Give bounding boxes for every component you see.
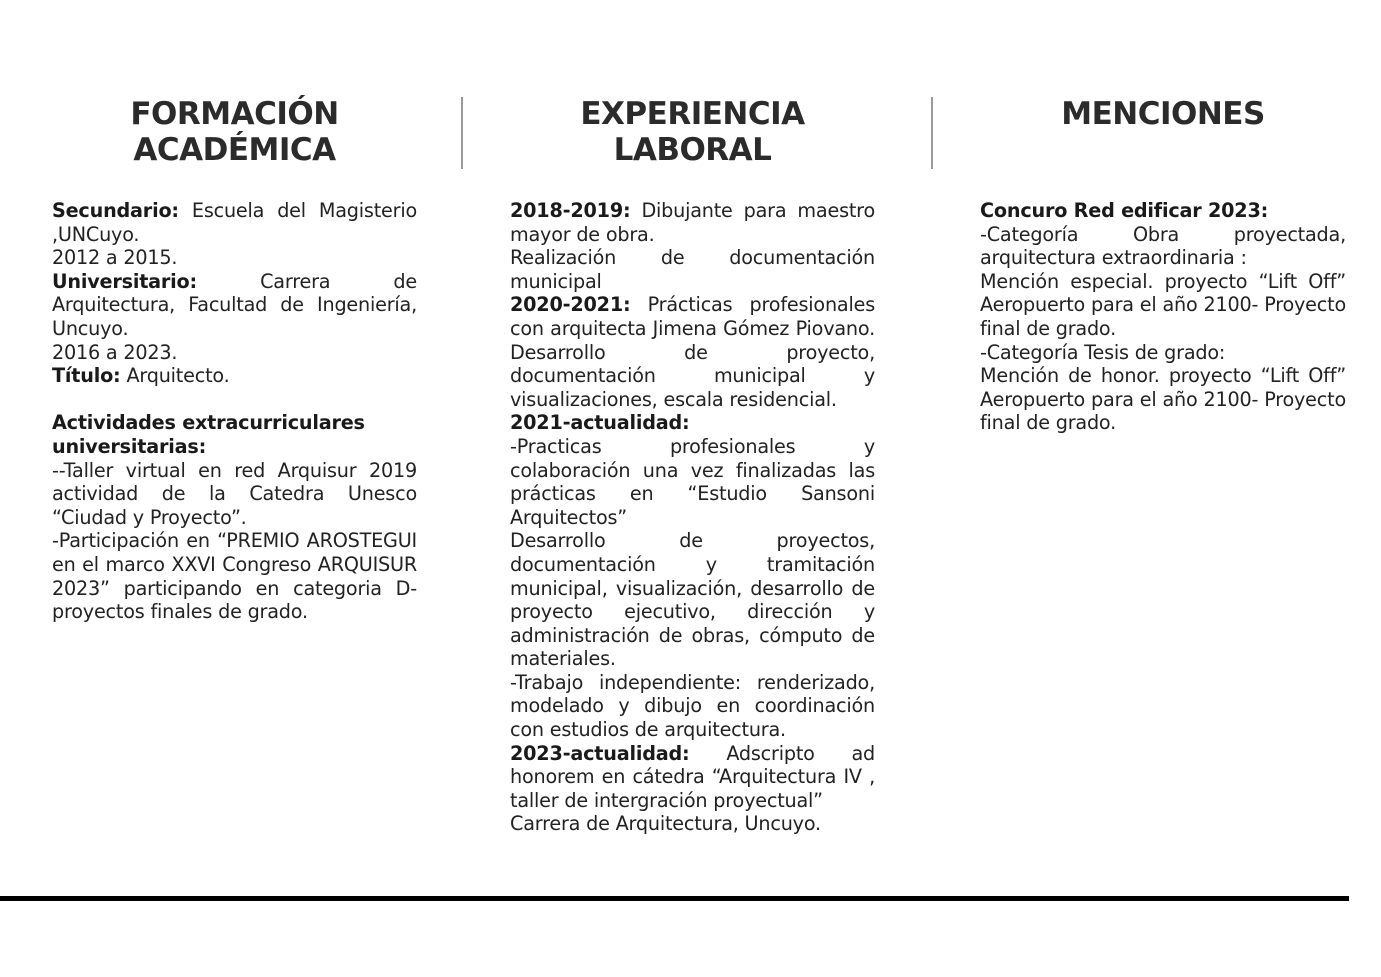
mencion-1: Mención especial. proyecto “Lift Off” Aeropuerto para el año 2100- Proyecto final de grado. <box>980 269 1346 340</box>
exp-entry-2021 <box>510 411 875 435</box>
secundario-text: Escuela del Magisterio ,UNCuyo. <box>52 199 417 246</box>
actividades-label <box>52 411 417 458</box>
titulo-entry <box>52 364 417 388</box>
actividades-label-text: Actividades extracurriculares universitarias: <box>52 411 365 458</box>
heading-experiencia-line1: EXPERIENCIA <box>580 96 805 132</box>
exp-2018-text2: Realización de documentación municipal <box>510 246 875 293</box>
concurso-label-text: Concuro Red edificar 2023: <box>980 199 1269 222</box>
spacer <box>52 388 417 412</box>
categoria-2: -Categoría Tesis de grado: <box>980 340 1226 364</box>
exp-entry-2018 <box>510 199 875 246</box>
secundario-entry <box>52 199 417 246</box>
exp-2023-text2: Carrera de Arquitectura, Uncuyo. <box>510 812 821 836</box>
exp-2018-label: 2018-2019: <box>510 199 631 222</box>
secundario-years: 2012 a 2015. <box>52 246 178 270</box>
column-formacion <box>52 199 417 624</box>
bottom-rule <box>0 896 1349 901</box>
heading-experiencia-laboral <box>510 96 875 168</box>
heading-experiencia-line2: LABORAL <box>613 132 772 168</box>
actividad-item-2: -Participación en “PREMIO AROSTEGUI en el marco XXVI Congreso ARQUISUR 2023” participando en categoria D-proyectos finales de grado. <box>52 529 417 624</box>
universitario-label: Universitario: <box>52 269 198 293</box>
secundario-label: Secundario: <box>52 199 179 222</box>
exp-2021-text3: -Trabajo independiente: renderizado, modelado y dibujo en coordinación con estudios de arquitectura. <box>510 670 875 742</box>
column-menciones <box>980 199 1346 435</box>
exp-2020-label: 2020-2021: <box>510 293 631 317</box>
universitario-text: Carrera de Arquitectura, Facultad de Ingeniería, Uncuyo. <box>52 269 417 340</box>
column-divider-right <box>931 97 933 169</box>
actividad-item-1: --Taller virtual en red Arquisur 2019 actividad de la Catedra Unesco “Ciudad y Proyecto”. <box>52 458 417 529</box>
exp-entry-2023 <box>510 742 875 813</box>
heading-menciones-line1: MENCIONES <box>1061 96 1265 132</box>
column-divider-left <box>461 97 463 169</box>
universitario-entry <box>52 270 417 341</box>
heading-formacion-line1: FORMACIÓN <box>130 96 339 132</box>
titulo-text: Arquitecto. <box>126 364 230 388</box>
exp-2021-text1: -Practicas profesionales y colaboración una vez finalizadas las prácticas en “Estudio Sansoni Arquitectos” <box>510 434 875 529</box>
exp-2023-label: 2023-actualidad: <box>510 741 690 765</box>
concurso-label <box>980 199 1346 223</box>
universitario-years: 2016 a 2023. <box>52 340 178 364</box>
exp-2020-text: Prácticas profesionales con arquitecta Jimena Gómez Piovano. Desarrollo de proyecto, documentación municipal y visualizaciones, escala residencial. <box>510 293 876 411</box>
exp-2018-text: Dibujante para maestro mayor de obra. <box>510 199 875 246</box>
titulo-label: Título: <box>52 364 121 388</box>
categoria-1: -Categoría Obra proyectada, arquitectura extraordinaria : <box>980 222 1346 270</box>
heading-menciones <box>980 96 1346 132</box>
heading-formacion-academica <box>52 96 417 168</box>
exp-2023-text: Adscripto ad honorem en cátedra “Arquitectura IV , taller de intergración proyectual” <box>510 741 876 812</box>
mencion-2: Mención de honor. proyecto “Lift Off” Aeropuerto para el año 2100- Proyecto final de grado. <box>980 364 1346 435</box>
exp-2021-text2: Desarrollo de proyectos, documentación y tramitación municipal, visualización, desarrollo de proyecto ejecutivo, dirección y administración de obras, cómputo de materiales. <box>510 529 875 671</box>
exp-entry-2020 <box>510 293 875 411</box>
exp-2021-label: 2021-actualidad: <box>510 411 690 435</box>
column-experiencia <box>510 199 875 836</box>
heading-formacion-line2: ACADÉMICA <box>133 132 336 168</box>
